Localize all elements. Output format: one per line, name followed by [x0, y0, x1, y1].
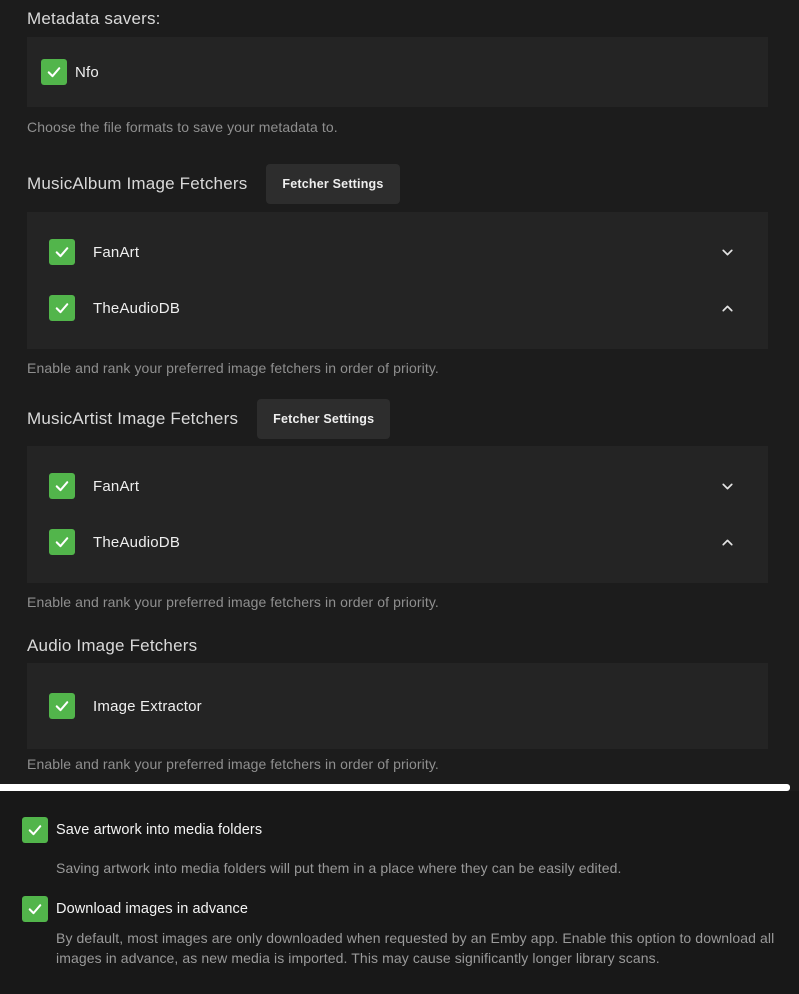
nfo-checkbox[interactable]	[41, 59, 67, 85]
chevron-up-icon	[719, 300, 736, 317]
save-artwork-description: Saving artwork into media folders will put them in a place where they can be easily edited.	[56, 860, 622, 876]
audio-fetchers-heading: Audio Image Fetchers	[27, 636, 198, 655]
chevron-up-icon	[719, 534, 736, 551]
theaudiodb-checkbox[interactable]	[49, 295, 75, 321]
theaudiodb-checkbox[interactable]	[49, 529, 75, 555]
nfo-checkbox-label: Nfo	[75, 63, 99, 81]
check-icon	[53, 477, 71, 495]
musicartist-fetchers-heading: MusicArtist Image Fetchers	[27, 409, 239, 428]
move-down-button[interactable]	[716, 475, 738, 497]
image-options-section	[0, 791, 799, 994]
move-down-button[interactable]	[716, 241, 738, 263]
fanart-label: FanArt	[93, 243, 140, 261]
save-artwork-label: Save artwork into media folders	[56, 822, 263, 838]
musicalbum-fetchers-heading: MusicAlbum Image Fetchers	[27, 174, 248, 193]
musicalbum-fetchers-description: Enable and rank your preferred image fetchers in order of priority.	[27, 360, 439, 376]
musicalbum-fetchers-heading-row	[27, 164, 768, 204]
move-up-button[interactable]	[716, 297, 738, 319]
download-images-label: Download images in advance	[56, 901, 249, 917]
check-icon	[53, 533, 71, 551]
section-divider	[0, 784, 790, 791]
fanart-checkbox[interactable]	[49, 239, 75, 265]
audio-fetchers-description: Enable and rank your preferred image fetchers in order of priority.	[27, 756, 439, 772]
theaudiodb-label: TheAudioDB	[93, 299, 181, 317]
musicartist-fetchers-panel	[27, 446, 768, 583]
save-artwork-checkbox[interactable]	[22, 817, 48, 843]
fetcher-row-fanart[interactable]	[27, 458, 768, 514]
fanart-checkbox[interactable]	[49, 473, 75, 499]
metadata-savers-panel	[27, 37, 768, 107]
theaudiodb-label: TheAudioDB	[93, 533, 181, 551]
musicartist-fetchers-heading-row	[27, 399, 768, 439]
chevron-down-icon	[719, 478, 736, 495]
image-extractor-checkbox[interactable]	[49, 693, 75, 719]
check-icon	[26, 821, 44, 839]
audio-fetchers-panel	[27, 663, 768, 749]
download-images-checkbox[interactable]	[22, 896, 48, 922]
fetcher-row-theaudiodb[interactable]	[27, 280, 768, 336]
check-icon	[26, 900, 44, 918]
fanart-label: FanArt	[93, 477, 140, 495]
metadata-savers-heading: Metadata savers:	[27, 9, 161, 28]
check-icon	[53, 243, 71, 261]
metadata-savers-description: Choose the file formats to save your metadata to.	[27, 119, 338, 135]
image-extractor-label: Image Extractor	[93, 697, 202, 715]
chevron-down-icon	[719, 244, 736, 261]
download-images-description: By default, most images are only downloaded when requested by an Emby app. Enable this option to download all images in advance, as new media is imported. This may cause significantly longer library scans.	[56, 930, 775, 966]
save-artwork-option[interactable]	[22, 817, 785, 843]
check-icon	[53, 697, 71, 715]
musicalbum-fetchers-panel	[27, 212, 768, 349]
fetcher-row-fanart[interactable]	[27, 224, 768, 280]
check-icon	[53, 299, 71, 317]
check-icon	[45, 63, 63, 81]
musicalbum-fetcher-settings-button[interactable]: Fetcher Settings	[266, 164, 399, 204]
move-up-button[interactable]	[716, 531, 738, 553]
fetcher-row-theaudiodb[interactable]	[27, 514, 768, 570]
musicartist-fetcher-settings-button[interactable]: Fetcher Settings	[257, 399, 390, 439]
musicartist-fetchers-description: Enable and rank your preferred image fetchers in order of priority.	[27, 594, 439, 610]
download-images-option[interactable]	[22, 896, 785, 922]
